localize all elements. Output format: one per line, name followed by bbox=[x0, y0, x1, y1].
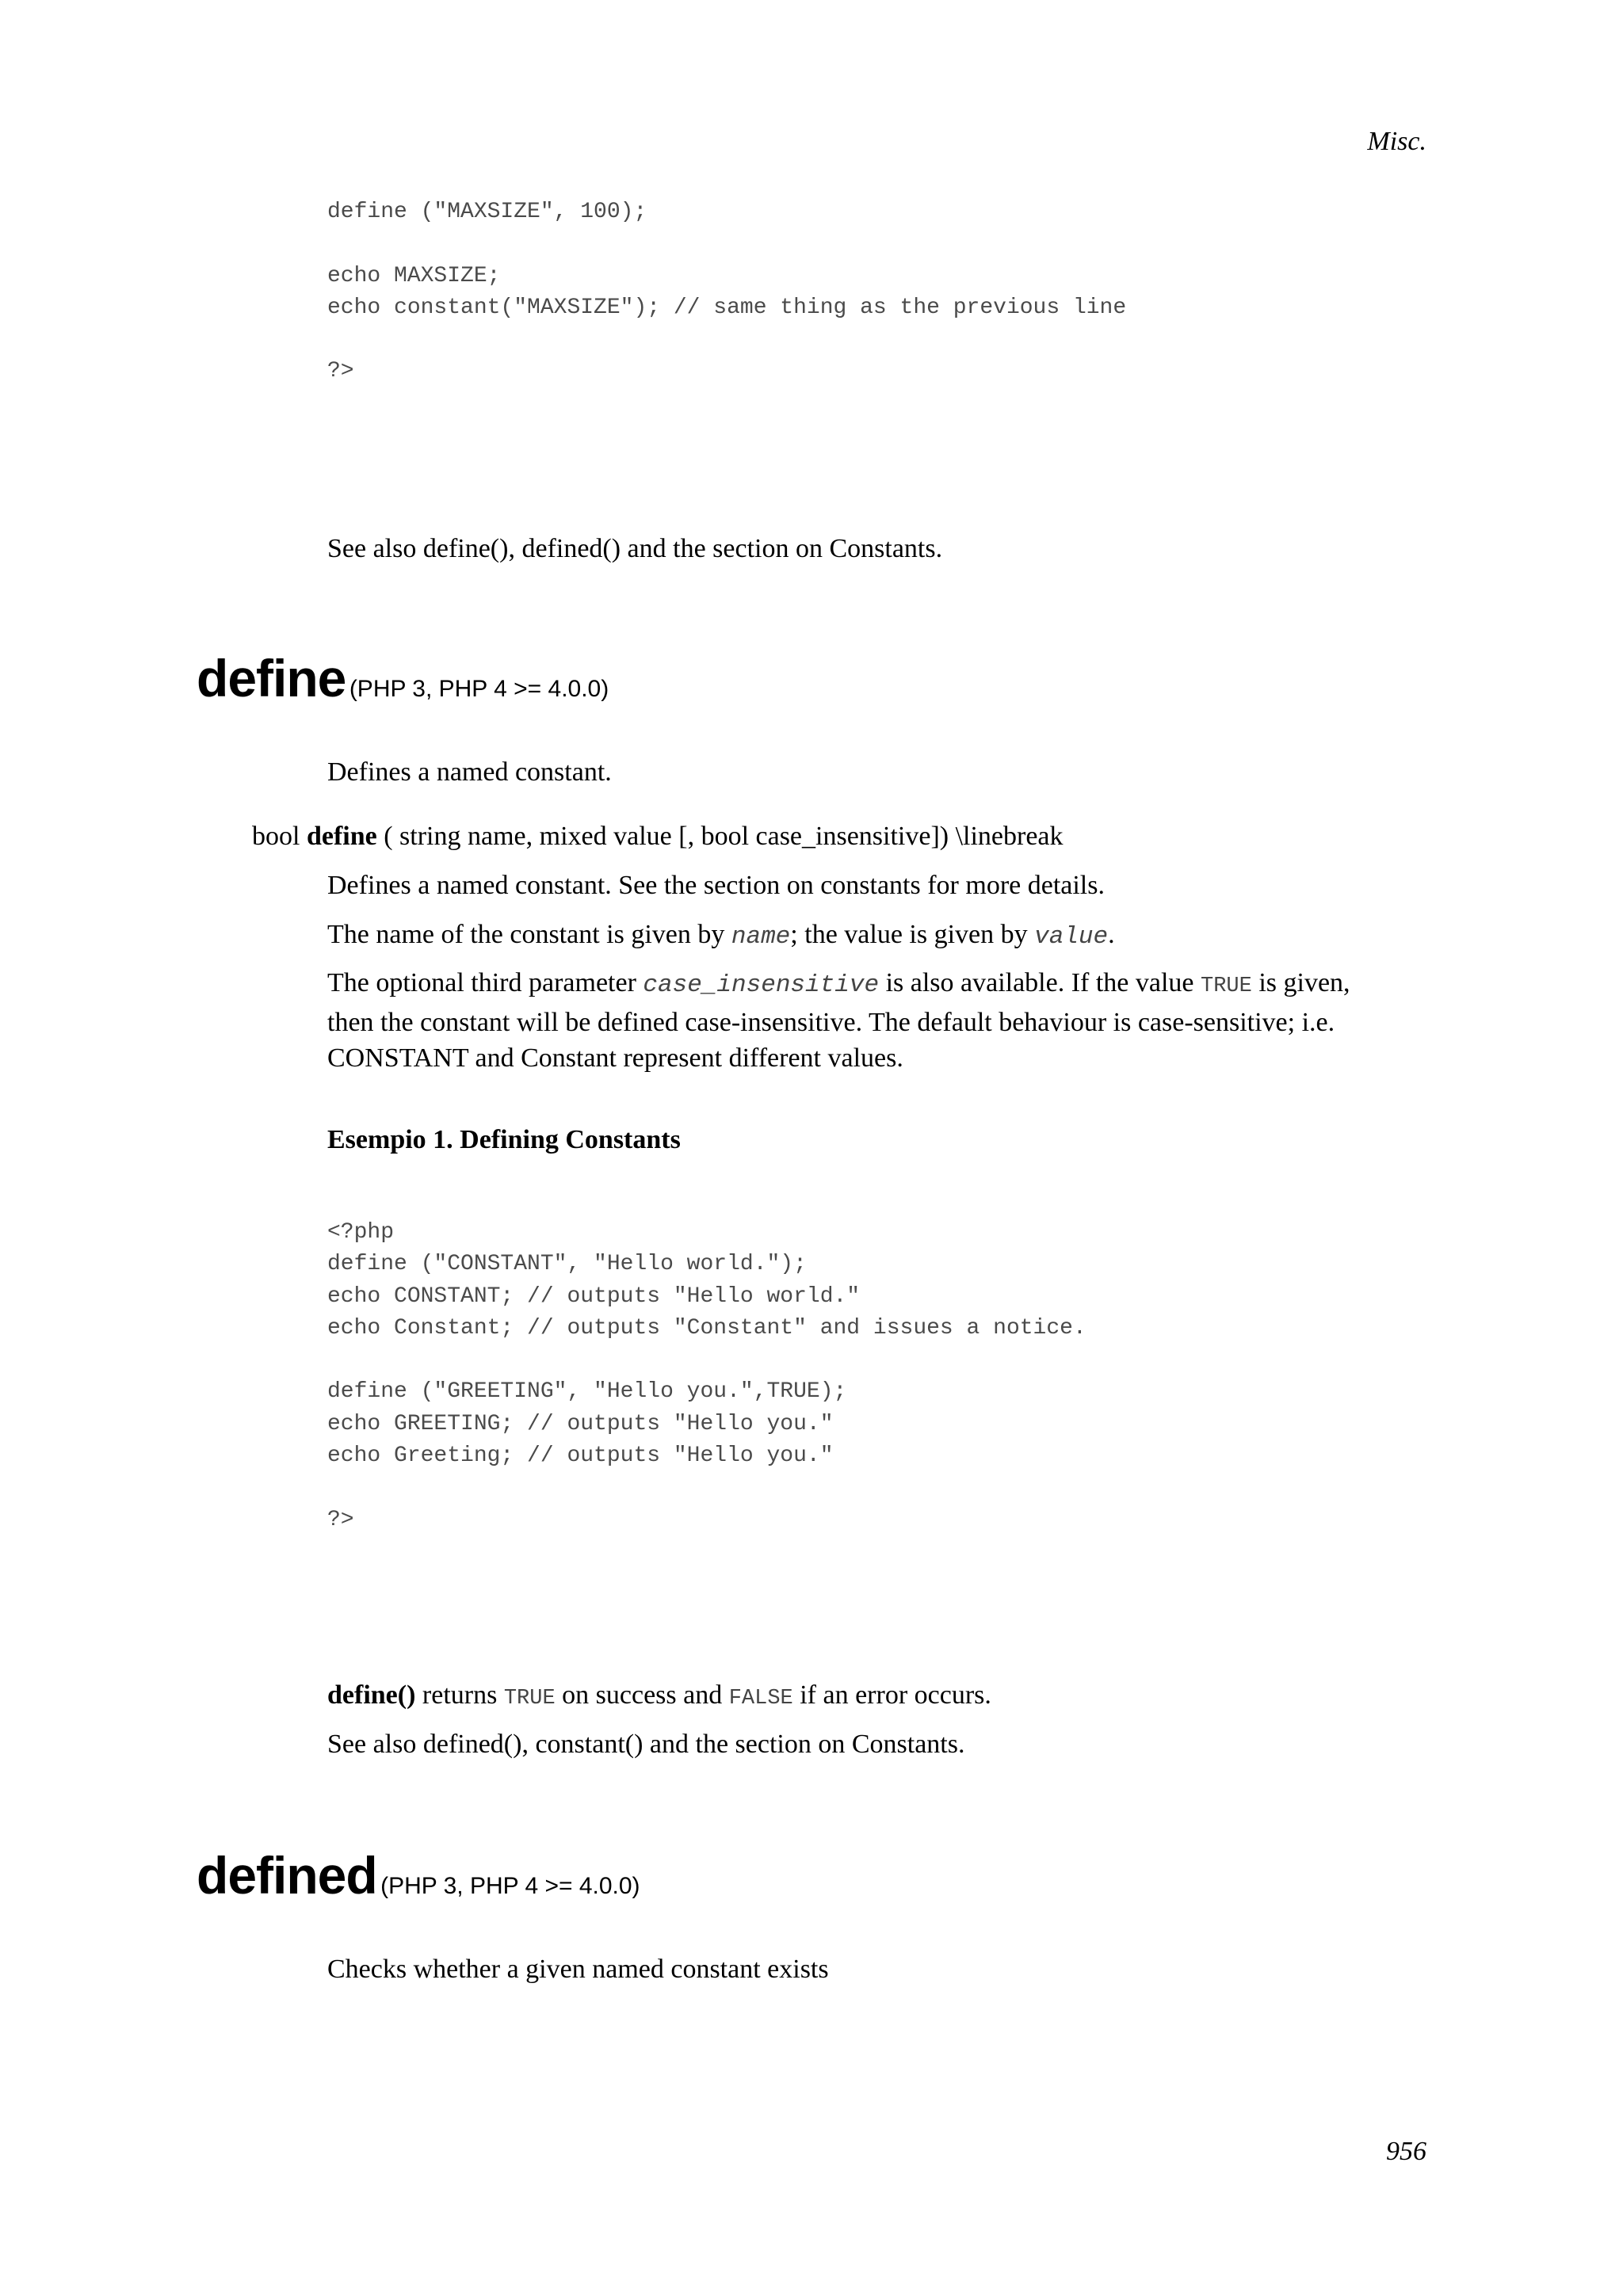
text: is also available. If the value bbox=[879, 968, 1201, 997]
param-name: name bbox=[731, 923, 791, 951]
text: returns bbox=[415, 1680, 504, 1710]
running-header: Misc. bbox=[1367, 127, 1426, 156]
literal-false: FALSE bbox=[728, 1687, 793, 1711]
section-heading-define bbox=[197, 648, 609, 708]
define-purpose: Defines a named constant. bbox=[327, 757, 612, 787]
text: then the constant will be defined case-insensitive. The default behaviour is case-sensitive; i.e. bbox=[327, 1008, 1335, 1037]
text: The name of the constant is given by bbox=[327, 920, 731, 949]
text: . bbox=[1108, 920, 1115, 949]
code-block-constant-example: define ("MAXSIZE", 100); echo MAXSIZE; echo constant("MAXSIZE"); // same thing as the previous line ?> bbox=[327, 200, 1127, 384]
example-title: Esempio 1. Defining Constants bbox=[327, 1125, 681, 1154]
text: is given, bbox=[1251, 968, 1350, 997]
param-value: value bbox=[1034, 923, 1109, 951]
version-info: (PHP 3, PHP 4 >= 4.0.0) bbox=[380, 1873, 640, 1899]
see-also-constant: See also define(), defined() and the section on Constants. bbox=[327, 534, 943, 563]
text: ; the value is given by bbox=[790, 920, 1035, 949]
page-number: 956 bbox=[1386, 2137, 1426, 2166]
synopsis-args: ( string name, mixed value [, bool case_insensitive]) \linebreak bbox=[384, 822, 1064, 851]
synopsis-function-name: define bbox=[306, 822, 377, 851]
version-info: (PHP 3, PHP 4 >= 4.0.0) bbox=[349, 676, 609, 702]
code-block-define-example: <?php define ("CONSTANT", "Hello world."); echo CONSTANT; // outputs "Hello world." echo Constant; // outputs "Constant" and issues a notice. define ("GREETING", "Hello you.",TRUE); echo GREETING; // outputs "Hello you." echo Greeting; // outputs "Hello you." ?> bbox=[327, 1220, 1086, 1532]
function-name: define bbox=[197, 649, 346, 707]
text: on success and bbox=[555, 1680, 729, 1710]
define-returns bbox=[327, 1677, 1429, 1717]
define-description: Defines a named constant. See the section on constants for more details. bbox=[327, 871, 1105, 900]
literal-true: TRUE bbox=[1201, 974, 1252, 998]
text: if an error occurs. bbox=[792, 1680, 991, 1710]
param-case-insensitive: case_insensitive bbox=[643, 971, 880, 999]
text: The optional third parameter bbox=[327, 968, 643, 997]
function-ref: define() bbox=[327, 1680, 416, 1710]
text: CONSTANT and Constant represent different values. bbox=[327, 1043, 903, 1073]
section-heading-defined bbox=[197, 1845, 640, 1905]
return-type: bool bbox=[252, 822, 300, 851]
function-synopsis bbox=[252, 818, 1064, 854]
name-value-paragraph bbox=[327, 917, 1429, 955]
literal-true: TRUE bbox=[503, 1687, 556, 1711]
defined-purpose: Checks whether a given named constant exists bbox=[327, 1955, 829, 1984]
optional-param-paragraph bbox=[327, 965, 1429, 1076]
function-name: defined bbox=[197, 1846, 377, 1905]
see-also-define: See also defined(), constant() and the section on Constants. bbox=[327, 1730, 965, 1759]
